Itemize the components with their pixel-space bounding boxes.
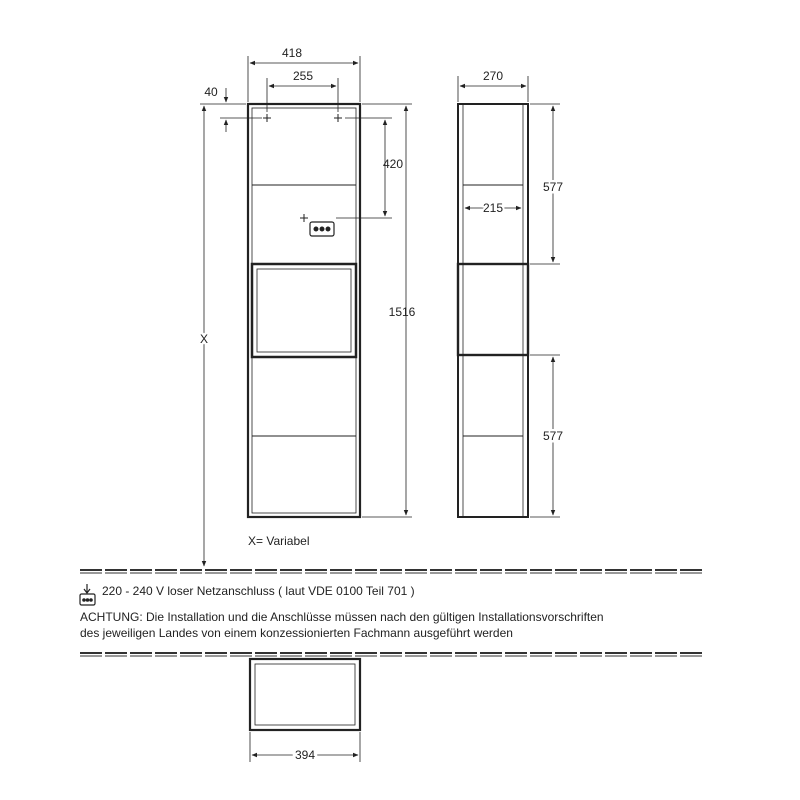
dim-total-height: 1516 [388,305,416,319]
dim-socket-height: 420 [382,157,404,171]
warning-line-1: ACHTUNG: Die Installation und die Anschlüsse müssen nach den gültigen Installationsvorschriften [80,610,604,624]
mounting-mark-right [334,114,342,122]
floor-line [80,570,702,573]
dim-top-view-width: 394 [294,748,316,762]
dim-variable-height: X [199,332,209,346]
power-socket-icon [300,214,334,236]
power-connection-note: 220 - 240 V loser Netzanschluss ( laut VDE 0100 Teil 701 ) [102,584,415,598]
power-outlet-icon [80,584,95,605]
dim-top-offset: 40 [204,85,218,99]
dim-front-width: 418 [281,46,303,60]
wall-line [80,653,702,656]
dim-mount-spacing: 255 [292,69,314,83]
dim-lower-section-height: 577 [542,429,564,443]
mounting-mark-left [263,114,271,122]
dim-upper-section-height: 577 [542,180,564,194]
front-view-cabinet [248,104,360,517]
dim-side-depth: 270 [482,69,504,83]
side-view-cabinet [458,104,528,517]
dim-inner-depth: 215 [482,201,504,215]
top-view-cabinet [250,659,360,730]
variable-legend: X= Variabel [248,534,310,548]
warning-line-2: des jeweiligen Landes von einem konzessionierten Fachmann ausgeführt werden [80,626,513,640]
